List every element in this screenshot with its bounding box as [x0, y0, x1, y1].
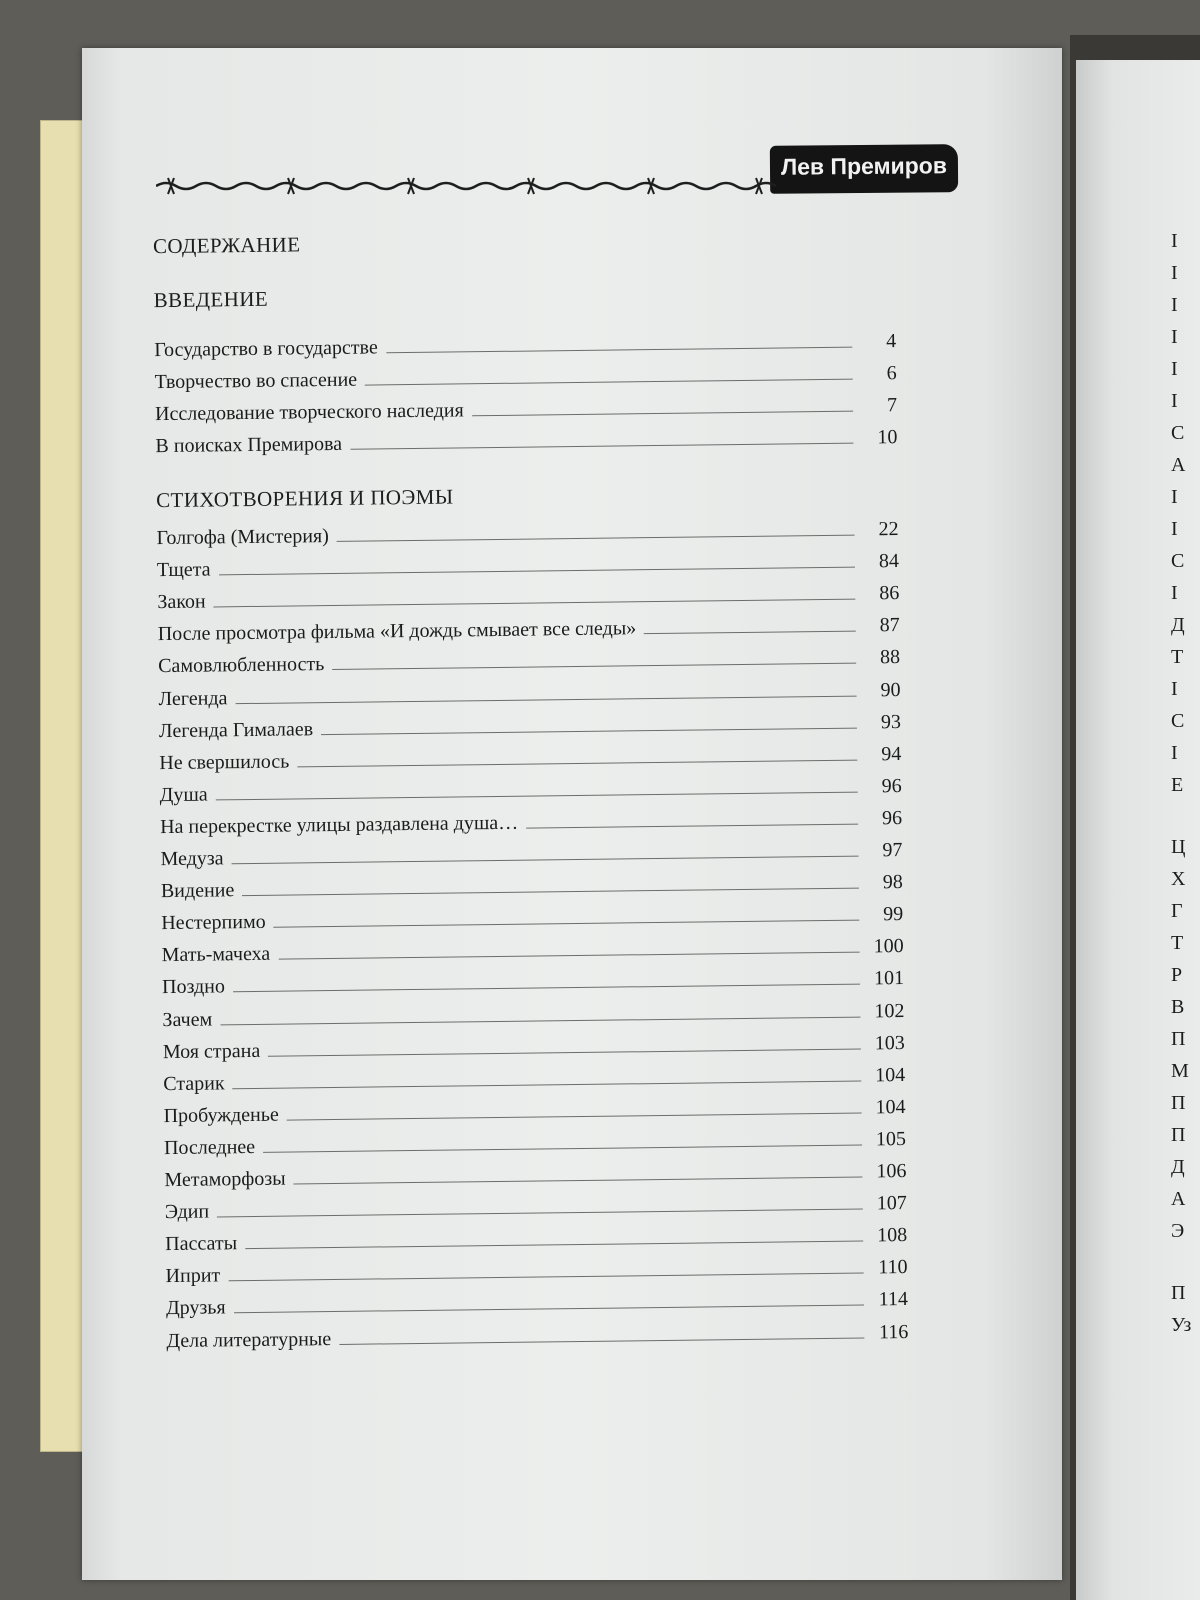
entry-page-number: 93 [880, 710, 902, 733]
entry-page-number: 103 [874, 1031, 905, 1054]
entry-title: Закон [157, 590, 206, 614]
dotted-leader [321, 727, 857, 735]
author-name: Лев Премиров [780, 152, 948, 180]
entry-title: Последнее [163, 1135, 256, 1159]
toc-entry[interactable] [163, 1059, 905, 1096]
toc-entry[interactable] [164, 1155, 906, 1192]
toc-entry[interactable] [162, 995, 904, 1032]
entry-page-number: 7 [886, 394, 898, 417]
entry-title: Моя страна [162, 1039, 261, 1063]
dotted-leader [220, 1016, 860, 1025]
dotted-leader [278, 952, 859, 960]
dotted-leader [339, 1337, 864, 1344]
dotted-leader [217, 1209, 863, 1218]
entry-page-number: 87 [879, 614, 900, 637]
entry-title: Государство в государстве [154, 336, 378, 362]
dotted-leader [386, 347, 852, 354]
dotted-leader [219, 567, 855, 576]
toc-entry[interactable] [160, 770, 902, 807]
facing-page-letter: П [1171, 1028, 1186, 1050]
entry-page-number: 88 [879, 646, 901, 669]
toc-entry[interactable] [155, 421, 897, 458]
entry-page-number: 102 [874, 999, 905, 1022]
toc-entry[interactable] [161, 898, 903, 935]
entry-title: Видение [160, 879, 235, 903]
dotted-leader [350, 443, 853, 450]
toc-entry[interactable] [165, 1219, 907, 1256]
facing-page-letter: П [1171, 1282, 1186, 1304]
entry-page-number: 4 [886, 330, 897, 353]
entry-page-number: 108 [877, 1224, 908, 1247]
facing-page-letter: С [1171, 550, 1185, 572]
entry-title: Иприт [165, 1264, 221, 1288]
toc-entry[interactable] [158, 641, 900, 678]
toc-entry[interactable] [156, 513, 898, 550]
entry-page-number: 100 [873, 935, 904, 958]
facing-page-letter: I [1171, 358, 1178, 380]
toc-entry[interactable] [159, 706, 901, 743]
toc-entry[interactable] [157, 545, 899, 582]
dotted-leader [242, 888, 859, 897]
entry-title: Легенда [158, 686, 228, 710]
entry-title: Друзья [165, 1296, 226, 1320]
toc-entry[interactable] [158, 609, 900, 646]
facing-page-letter: А [1171, 454, 1186, 476]
entry-title: На перекрестке улицы раздавлена душа… [159, 811, 519, 838]
facing-page-letter: I [1171, 230, 1178, 252]
dotted-leader [526, 823, 858, 828]
entry-title: Голгофа (Мистерия) [156, 525, 329, 550]
toc-entry[interactable] [165, 1251, 907, 1288]
dotted-leader [234, 1305, 864, 1314]
toc-entry[interactable] [157, 577, 899, 614]
entry-page-number: 97 [882, 839, 903, 862]
facing-page-letter: I [1171, 582, 1178, 604]
entry-title: Тщета [156, 558, 211, 582]
facing-page-letter: Уз [1171, 1314, 1192, 1336]
facing-page-letter: I [1171, 326, 1178, 348]
dotted-leader [287, 1112, 862, 1120]
facing-page-letter: I [1171, 678, 1178, 700]
facing-page-letter: Е [1171, 774, 1184, 796]
dotted-leader [297, 759, 857, 767]
entry-title: Душа [159, 783, 208, 806]
dotted-leader [263, 1144, 862, 1152]
toc-entry[interactable] [162, 962, 904, 999]
entry-title: Дела литературные [166, 1327, 332, 1352]
entry-title: Метаморфозы [164, 1167, 286, 1192]
entry-page-number: 101 [873, 967, 905, 990]
entry-page-number: 98 [882, 871, 903, 894]
toc-entry[interactable] [166, 1316, 908, 1353]
entry-page-number: 90 [880, 678, 901, 701]
entry-title: После просмотра фильма «И дождь смывает все следы» [157, 617, 637, 646]
entry-title: Зачем [162, 1007, 213, 1031]
facing-page-letter: I [1171, 390, 1178, 412]
entry-page-number: 96 [881, 806, 903, 830]
facing-page-letter: Х [1171, 868, 1186, 890]
entry-page-number: 105 [875, 1127, 907, 1151]
dotted-leader [365, 379, 853, 386]
entry-page-number: 94 [881, 742, 902, 765]
toc-entry[interactable] [163, 1091, 905, 1128]
entry-page-number: 86 [879, 582, 900, 605]
toc-entry[interactable] [161, 930, 903, 967]
entry-title: В поисках Премирова [155, 433, 343, 458]
facing-page-letter: П [1171, 1092, 1186, 1114]
facing-page-letter: I [1171, 294, 1178, 316]
facing-page-letter: Д [1171, 1156, 1185, 1178]
facing-page-letter: С [1171, 710, 1185, 732]
entry-page-number: 104 [875, 1063, 906, 1087]
facing-page-letter: I [1171, 742, 1178, 764]
entry-title: Пассаты [165, 1232, 238, 1256]
facing-page-letter: С [1171, 422, 1185, 444]
entry-page-number: 104 [875, 1095, 906, 1119]
entry-title: Нестерпимо [161, 911, 266, 935]
facing-page-letter: М [1171, 1060, 1189, 1082]
toc-entry[interactable] [163, 1027, 905, 1064]
entry-title: Медуза [160, 847, 224, 871]
toc-entry[interactable] [154, 357, 896, 394]
toc-entry[interactable] [161, 866, 903, 903]
dotted-leader [472, 411, 853, 417]
entry-page-number: 106 [876, 1160, 907, 1183]
entry-page-number: 99 [883, 903, 904, 926]
dotted-leader [233, 984, 860, 993]
toc-entry[interactable] [160, 802, 902, 839]
dotted-leader [644, 631, 856, 635]
dotted-leader [235, 695, 856, 704]
toc-entry[interactable] [159, 738, 901, 775]
dotted-leader [337, 535, 855, 542]
facing-page-letter: I [1171, 486, 1178, 508]
entry-page-number: 10 [877, 426, 898, 449]
entry-title: Мать-мачеха [161, 943, 271, 967]
facing-page-letter: I [1171, 262, 1178, 284]
entry-title: Творчество во спасение [154, 368, 358, 394]
facing-page-letter: Т [1171, 646, 1184, 668]
dotted-leader [216, 791, 858, 800]
dotted-leader [332, 663, 856, 670]
facing-page-letter: Т [1171, 932, 1184, 954]
dotted-leader [268, 1048, 861, 1056]
dotted-leader [232, 856, 859, 865]
toc-entry[interactable] [160, 834, 902, 871]
entry-title: Поздно [161, 975, 226, 999]
entry-title: Самовлюбленность [158, 653, 325, 678]
entry-page-number: 84 [878, 550, 900, 573]
entry-page-number: 6 [886, 362, 897, 385]
facing-page-letter: Д [1171, 614, 1185, 636]
entry-title: Исследование творческого наследия [154, 399, 464, 426]
entry-page-number: 114 [878, 1288, 909, 1311]
entry-page-number: 110 [878, 1256, 908, 1279]
entry-title: Эдип [164, 1200, 210, 1224]
toc-entry[interactable] [166, 1283, 908, 1320]
dotted-leader [233, 1080, 862, 1089]
toc-entry[interactable] [158, 674, 900, 711]
dotted-leader [274, 920, 860, 928]
entry-title: Старик [163, 1072, 225, 1095]
entry-page-number: 116 [878, 1320, 909, 1343]
facing-page-letter: Ц [1171, 836, 1186, 858]
section-heading: ВВЕДЕНИЕ [153, 286, 269, 313]
facing-page-letter: Э [1171, 1220, 1185, 1242]
entry-title: Легенда Гималаев [158, 717, 314, 742]
entry-page-number: 22 [878, 518, 899, 541]
toc-title: СОДЕРЖАНИЕ [152, 232, 301, 259]
facing-page-letter: Р [1171, 964, 1183, 986]
entry-page-number: 107 [876, 1192, 907, 1215]
dotted-leader [245, 1241, 863, 1250]
section-heading: СТИХОТВОРЕНИЯ И ПОЭМЫ [155, 484, 454, 513]
dotted-leader [294, 1177, 863, 1185]
facing-page-letter: В [1171, 996, 1185, 1018]
dotted-leader [228, 1273, 863, 1282]
toc-entry[interactable] [154, 325, 896, 362]
facing-page-letter: Г [1171, 900, 1183, 922]
entry-title: Не свершилось [159, 750, 290, 774]
facing-page-letter: П [1171, 1124, 1186, 1146]
dotted-leader [214, 599, 856, 608]
facing-page-letter: А [1171, 1188, 1186, 1210]
entry-title: Пробужденье [163, 1103, 279, 1127]
toc-entry[interactable] [165, 1187, 907, 1224]
toc-entry[interactable] [155, 389, 897, 426]
facing-page-letter: I [1171, 518, 1178, 540]
toc-entry[interactable] [164, 1123, 906, 1160]
entry-page-number: 96 [881, 774, 902, 798]
